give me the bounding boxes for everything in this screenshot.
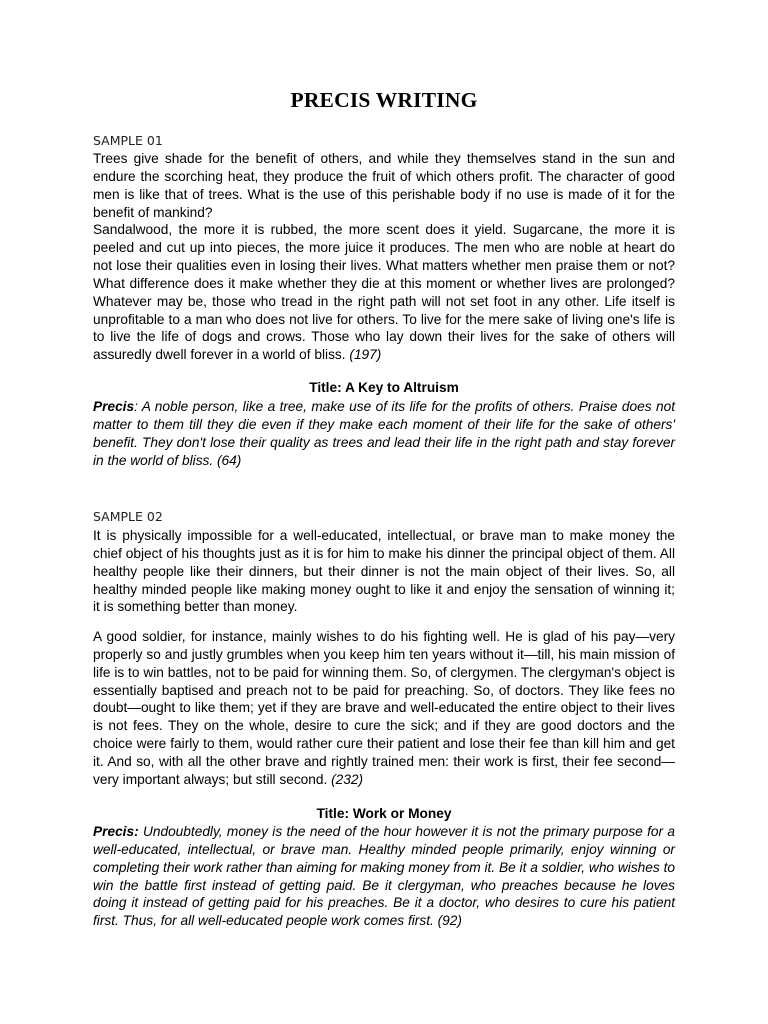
sample-2-paragraph-2-text: A good soldier, for instance, mainly wishes to do his fighting well. He is glad of his pay—very properly so and justly grumbles when you keep him ten years without it—till, his main mission of life is to win battles, not to be paid for winning them. So, of clergymen. The clergyman's object is essentially baptised and preach not to be paid for preaching. So, of doctors. They like fees no doubt—ought to like them; yet if they are brave and well-educated the entire object to their lives is not fees. They on the whole, desire to cure the sick; and if they are good doctors and the choice were fairly to them, would rather cure their patient and lose their fee than kill him and get it. And so, with all the other brave and rightly trained men: their work is first, their fee second—very important always; but still second. <box>93 629 675 787</box>
sample-1-precis-paragraph <box>93 398 675 469</box>
sample-2-precis-paragraph <box>93 823 675 930</box>
sample-2-label: SAMPLE 02 <box>93 509 163 524</box>
sample-2-passage-2 <box>93 628 675 789</box>
sample-1-paragraph-1: Trees give shade for the benefit of others, and while they themselves stand in the sun and endure the scorching heat, they produce the fruit of which others profit. The character of good men is like that of trees. What is the use of this perishable body if no use is made of it for the benefit of mankind? <box>93 151 675 220</box>
sample-1-paragraph-2 <box>93 221 675 364</box>
sample-2-paragraph-2 <box>93 628 675 789</box>
sample-1-label: SAMPLE 01 <box>93 133 163 148</box>
sample-1-precis-title: Title: A Key to Altruism <box>309 380 459 395</box>
sample-1-precis-label: Precis <box>93 399 135 414</box>
sample-1-precis-text: : A noble person, like a tree, make use of its life for the profits of others. Praise does not matter to them till they die even if they make each moment of their life for the sake of others' benefit. They don't lose their quality as trees and lead their life in the right path and stay forever in the world of bliss. (64) <box>93 399 675 468</box>
sample-1-word-count: (197) <box>349 347 382 363</box>
sample-1-precis <box>93 398 675 469</box>
sample-2-word-count: (232) <box>331 771 364 787</box>
document-title: PRECIS WRITING <box>290 88 478 112</box>
sample-1-passage <box>93 150 675 364</box>
sample-2-precis <box>93 823 675 930</box>
sample-2-paragraph-1: It is physically impossible for a well-educated, intellectual, or brave man to make money the chief object of his thoughts just as it is for him to make his dinner the principal object of them. All healthy people like their dinners, but their dinner is not the main object of their lives. So, all healthy minded people like making money ought to like it and enjoy the sensation of winning it; it is something better than money. <box>93 528 675 615</box>
sample-2-precis-text: Undoubtedly, money is the need of the hour however it is not the primary purpose for a well-educated, intellectual, or brave man. Healthy minded people primarily, enjoy winning or completing their work rather than aiming for making money from it. Be it a soldier, who wishes to win the battle first instead of getting paid. Be it clergyman, who preaches because he loves doing it instead of getting paid for his preaches. Be it a doctor, who desires to cure his patient first. Thus, for all well-educated people work comes first. (92) <box>93 824 675 929</box>
sample-1-paragraph-2-text: Sandalwood, the more it is rubbed, the more scent does it yield. Sugarcane, the more it is peeled and cut up into pieces, the more juice it produces. The men who are noble at heart do not lose their qualities even in losing their lives. What matters whether men praise them or not? What difference does it make whether they die at this moment or whether lives are prolonged? Whatever may be, those who tread in the right path will not set foot in any other. Life itself is unprofitable to a man who does not live for others. To live for the mere sake of living one's life is to live the life of dogs and crows. Those who lay down their lives for the sake of others will assuredly dwell forever in a world of bliss. <box>93 222 675 363</box>
sample-2-passage-1 <box>93 527 675 616</box>
sample-2-precis-title: Title: Work or Money <box>316 806 452 821</box>
sample-2-precis-label: Precis: <box>93 824 139 839</box>
